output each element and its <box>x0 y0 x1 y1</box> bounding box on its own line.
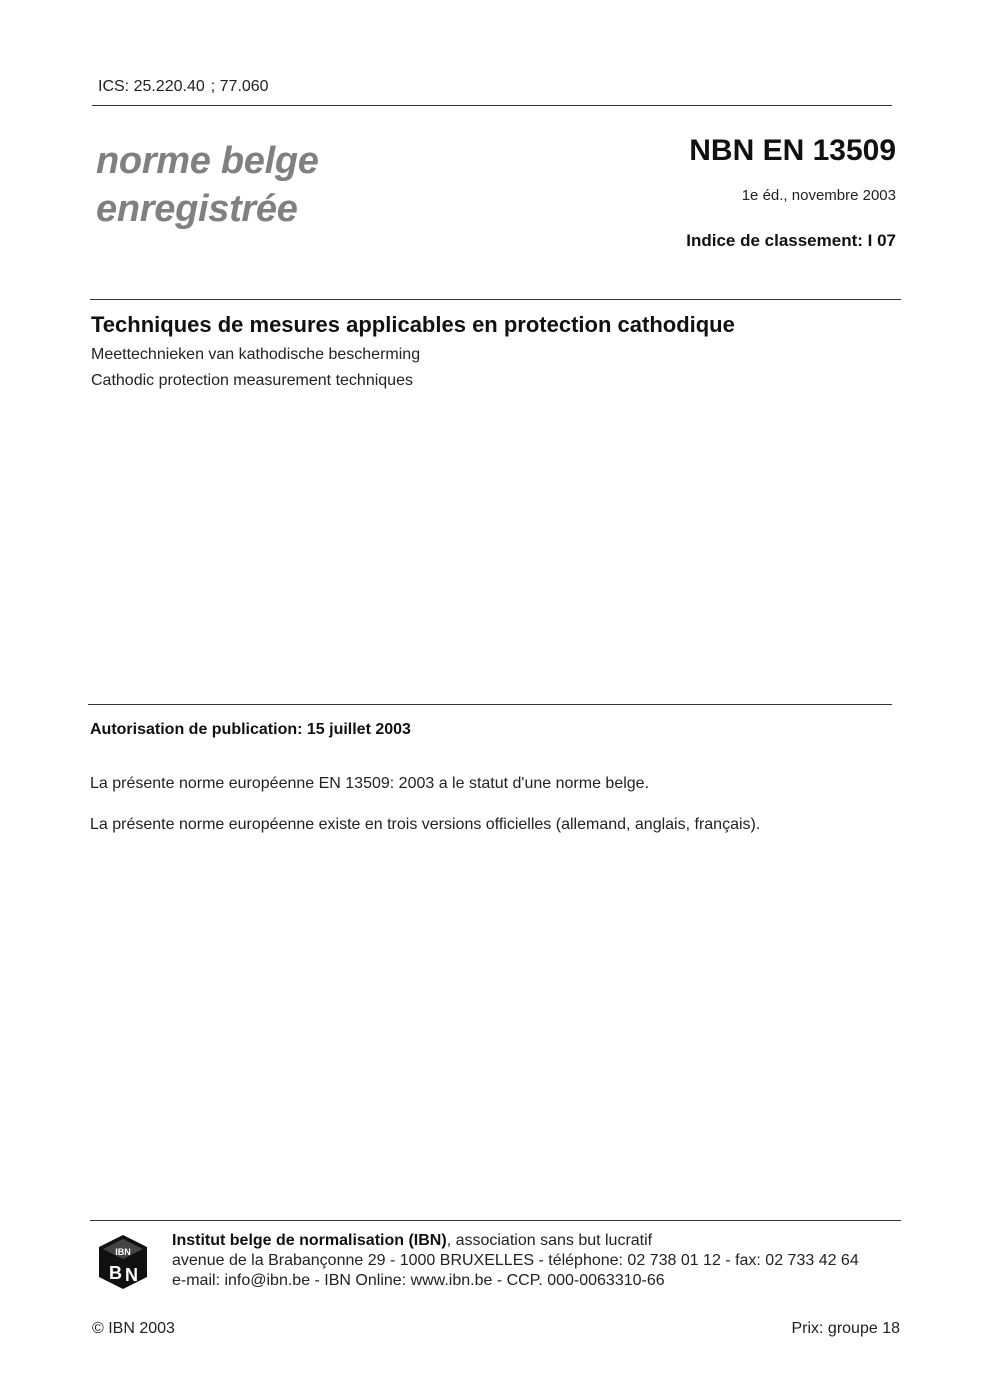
title-rule <box>90 299 901 300</box>
ibn-logo-icon <box>97 1233 149 1291</box>
institute-contact: e-mail: info@ibn.be - IBN Online: www.ibn.be - CCP. 000-0063310-66 <box>172 1272 665 1289</box>
footer-rule <box>90 1220 901 1221</box>
ics-code <box>98 78 269 96</box>
title-english: Cathodic protection measurement techniques <box>91 372 413 389</box>
price-group: Prix: groupe 18 <box>791 1320 900 1337</box>
status-paragraph: La présente norme européenne EN 13509: 2003 a le statut d'une norme belge. <box>90 775 650 792</box>
logo-letter-i: IBN <box>115 1247 131 1257</box>
publication-authorisation: Autorisation de publication: 15 juillet 2003 <box>90 721 411 738</box>
logo-letter-b: B <box>109 1263 122 1283</box>
brand-heading <box>96 137 319 233</box>
title-french: Techniques de mesures applicables en protection cathodique <box>91 312 735 337</box>
header-rule <box>92 105 892 106</box>
brand-line-1: norme belge <box>96 140 319 182</box>
ics-primary: ICS: 25.220.40 <box>98 78 205 95</box>
logo-letter-n: N <box>125 1265 138 1285</box>
classification-index: Indice de classement: I 07 <box>686 231 896 250</box>
institute-description: , association sans but lucratif <box>446 1232 653 1249</box>
body-rule <box>88 704 892 705</box>
institute-line <box>172 1232 652 1250</box>
institute-name: Institut belge de normalisation (IBN) <box>172 1232 447 1249</box>
versions-paragraph: La présente norme européenne existe en trois versions officielles (allemand, anglais, français). <box>90 816 761 833</box>
institute-address: avenue de la Brabançonne 29 - 1000 BRUXELLES - téléphone: 02 738 01 12 - fax: 02 733 42 64 <box>172 1252 859 1269</box>
title-dutch: Meettechnieken van kathodische bescherming <box>91 346 421 363</box>
edition-date: 1e éd., novembre 2003 <box>741 187 896 204</box>
brand-line-2: enregistrée <box>96 188 298 230</box>
standard-number: NBN EN 13509 <box>689 134 896 167</box>
copyright-notice: © IBN 2003 <box>92 1320 175 1337</box>
ics-secondary: ; 77.060 <box>210 78 269 95</box>
